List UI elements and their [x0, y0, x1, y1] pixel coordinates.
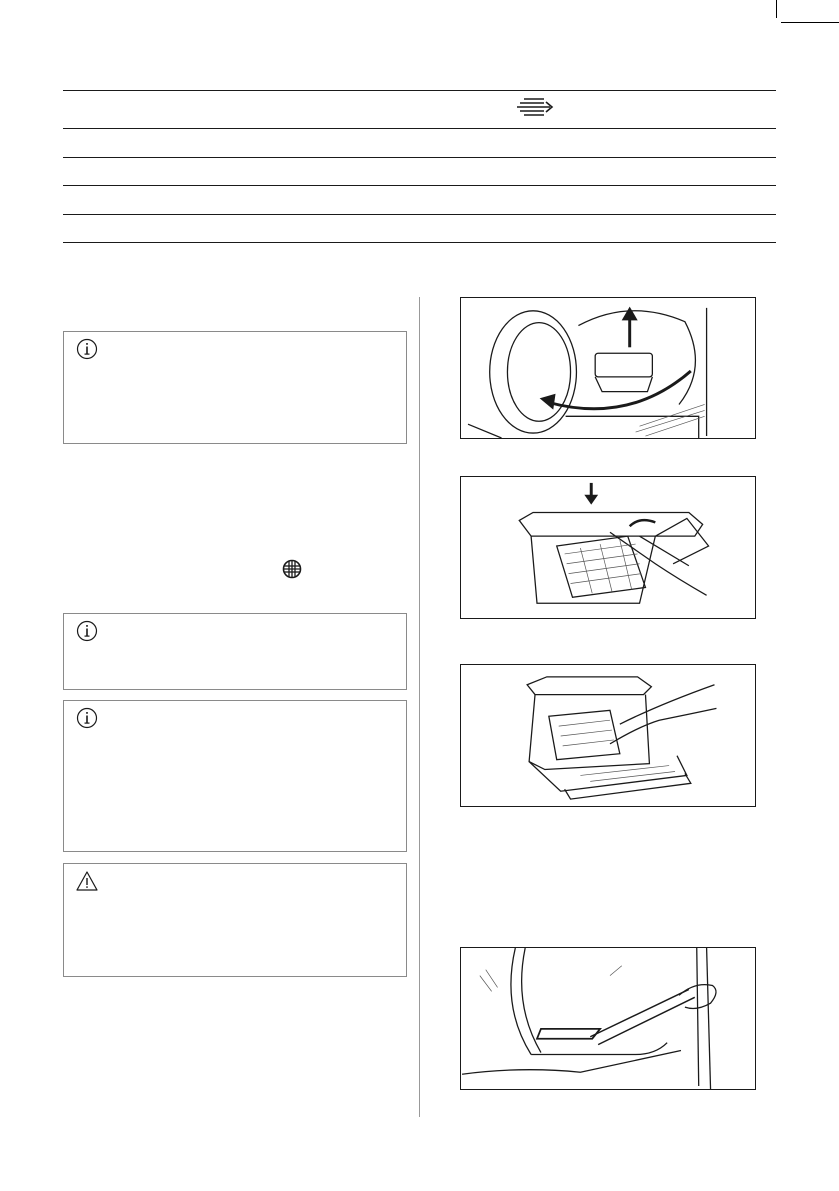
table-rule [63, 128, 776, 129]
vacuum-seal-illustration [461, 948, 755, 1089]
figure-vacuum-door-seal [460, 947, 756, 1090]
table-rule [63, 185, 776, 186]
filter-grid-icon [282, 559, 302, 579]
info-icon [76, 707, 98, 729]
table-rule [63, 214, 776, 215]
column-divider [419, 297, 420, 1117]
filter-removal-illustration [461, 298, 755, 438]
filter-clean-illustration [461, 665, 755, 806]
crop-mark-right [781, 22, 839, 23]
warning-triangle-icon [76, 870, 98, 892]
warning-note-box [63, 863, 407, 977]
info-note-box [63, 613, 407, 690]
figure-open-door-remove-filter [460, 297, 756, 439]
figure-open-filter-press-button [460, 476, 756, 619]
crop-mark-top-right [776, 0, 777, 18]
table-rule [63, 242, 776, 243]
info-note-box [63, 331, 407, 444]
filter-open-illustration [461, 477, 755, 618]
info-icon [76, 338, 98, 360]
table-rule [63, 157, 776, 158]
info-note-box [63, 700, 407, 852]
table-rule [63, 90, 776, 91]
fast-dry-lines-arrow-icon [514, 97, 556, 119]
figure-clean-filter-by-hand [460, 664, 756, 807]
info-icon [76, 620, 98, 642]
